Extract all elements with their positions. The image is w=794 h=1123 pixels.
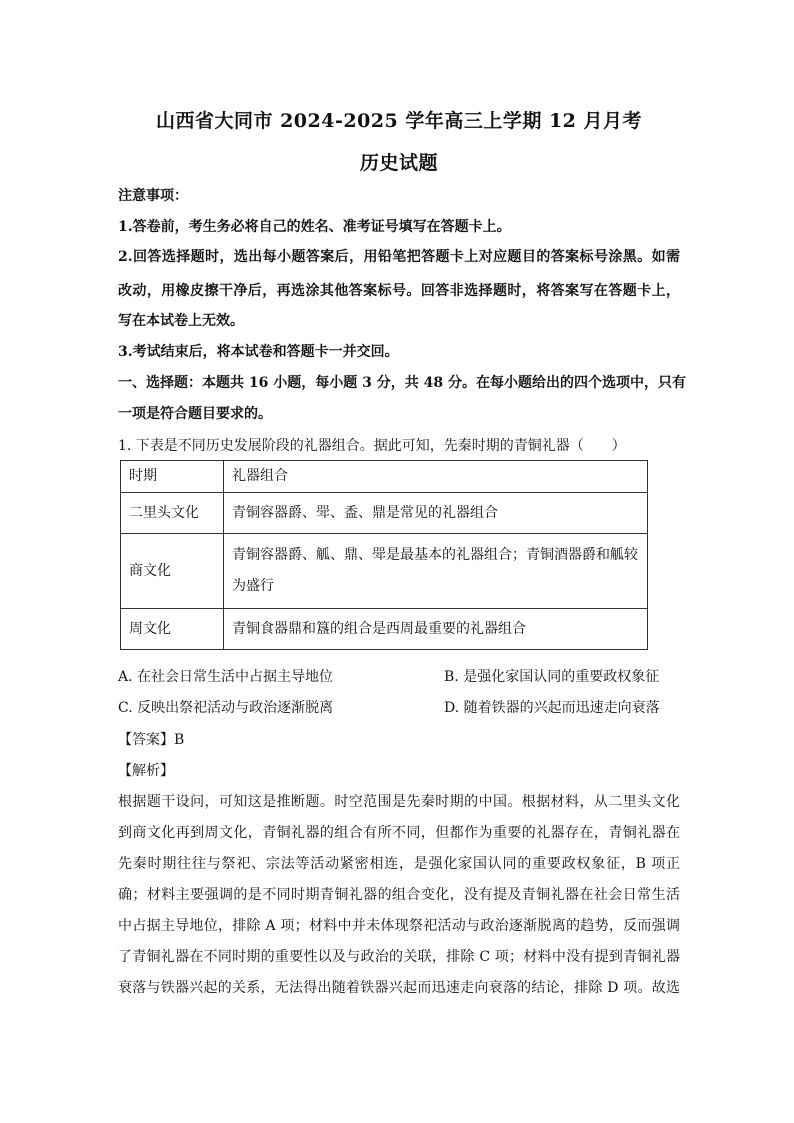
table-row — [121, 609, 648, 650]
table-cell-line: 为盛行 — [232, 578, 274, 594]
note-2-line-2: 改动，用橡皮擦干净后，再选涂其他答案标号。回答非选择题时，将答案写在答题卡上， — [118, 283, 680, 299]
analysis-line: 衰落与铁器兴起的关系，无法得出随着铁器兴起而迅速走向衰落的结论，排除 D 项。故选 — [118, 980, 680, 996]
option-d: D. 随着铁器的兴起而迅速走向衰落 — [444, 700, 660, 716]
table-cell-period: 周文化 — [121, 609, 224, 650]
notes-heading: 注意事项： — [118, 188, 188, 204]
note-2-line-1: 2.回答选择题时，选出每小题答案后，用铅笔把答题卡上对应题目的答案标号涂黑。如需 — [118, 249, 680, 265]
ritual-vessels-table — [120, 460, 648, 650]
note-1: 1.答卷前，考生务必将自己的姓名、准考证号填写在答题卡上。 — [118, 219, 511, 235]
analysis-line: 先秦时期往往与祭祀、宗法等活动紧密相连，是强化家国认同的重要政权象征，B 项正 — [118, 856, 680, 872]
table-row — [121, 461, 648, 493]
analysis-line: 确；材料主要强调的是不同时期青铜礼器的组合变化，没有提及青铜礼器在社会日常生活 — [118, 887, 680, 903]
analysis-line: 中占据主导地位，排除 A 项；材料中并未体现祭祀活动与政治逐渐脱离的趋势，反而强调 — [118, 918, 680, 934]
table-row — [121, 493, 648, 534]
table-cell-period: 商文化 — [121, 534, 224, 609]
question-1-stem: 1. 下表是不同历史发展阶段的礼器组合。据此可知，先秦时期的青铜礼器（ ） — [118, 438, 626, 454]
analysis-label: 【解析】 — [118, 763, 174, 779]
table-cell-combination — [224, 534, 648, 609]
option-b: B. 是强化家国认同的重要政权象征 — [444, 669, 660, 685]
answer-line: 【答案】B — [118, 732, 185, 748]
table-cell-line: 青铜容器爵、觚、鼎、斝是最基本的礼器组合；青铜酒器爵和觚较 — [232, 547, 638, 563]
table-cell-combination: 青铜食器鼎和簋的组合是西周最重要的礼器组合 — [224, 609, 648, 650]
table-cell-combination: 青铜容器爵、斝、盉、鼎是常见的礼器组合 — [224, 493, 648, 534]
analysis-line: 了青铜礼器在不同时期的重要性以及与政治的关联，排除 C 项；材料中没有提到青铜礼器 — [118, 949, 680, 965]
option-c: C. 反映出祭祀活动与政治逐渐脱离 — [118, 700, 334, 716]
table-row — [121, 534, 648, 609]
note-2-line-3: 写在本试卷上无效。 — [118, 313, 244, 329]
table-header-combination: 礼器组合 — [224, 461, 648, 493]
note-3: 3.考试结束后，将本试卷和答题卡一并交回。 — [118, 344, 399, 360]
exam-subject: 历史试题 — [359, 152, 438, 174]
table-cell-period: 二里头文化 — [121, 493, 224, 534]
option-a: A. 在社会日常生活中占据主导地位 — [118, 669, 334, 685]
analysis-line: 到商文化再到周文化，青铜礼器的组合有所不同，但都作为重要的礼器存在，青铜礼器在 — [118, 825, 680, 841]
analysis-line: 根据题干设问，可知这是推断题。时空范围是先秦时期的中国。根据材料，从二里头文化 — [118, 794, 680, 810]
exam-title: 山西省大同市 2024-2025 学年高三上学期 12 月月考 — [155, 110, 643, 132]
section-heading-line-2: 一项是符合题目要求的。 — [118, 406, 272, 422]
section-heading-line-1: 一、选择题：本题共 16 小题，每小题 3 分，共 48 分。在每小题给出的四个选项中，只有 — [118, 375, 686, 391]
table-header-period: 时期 — [121, 461, 224, 493]
